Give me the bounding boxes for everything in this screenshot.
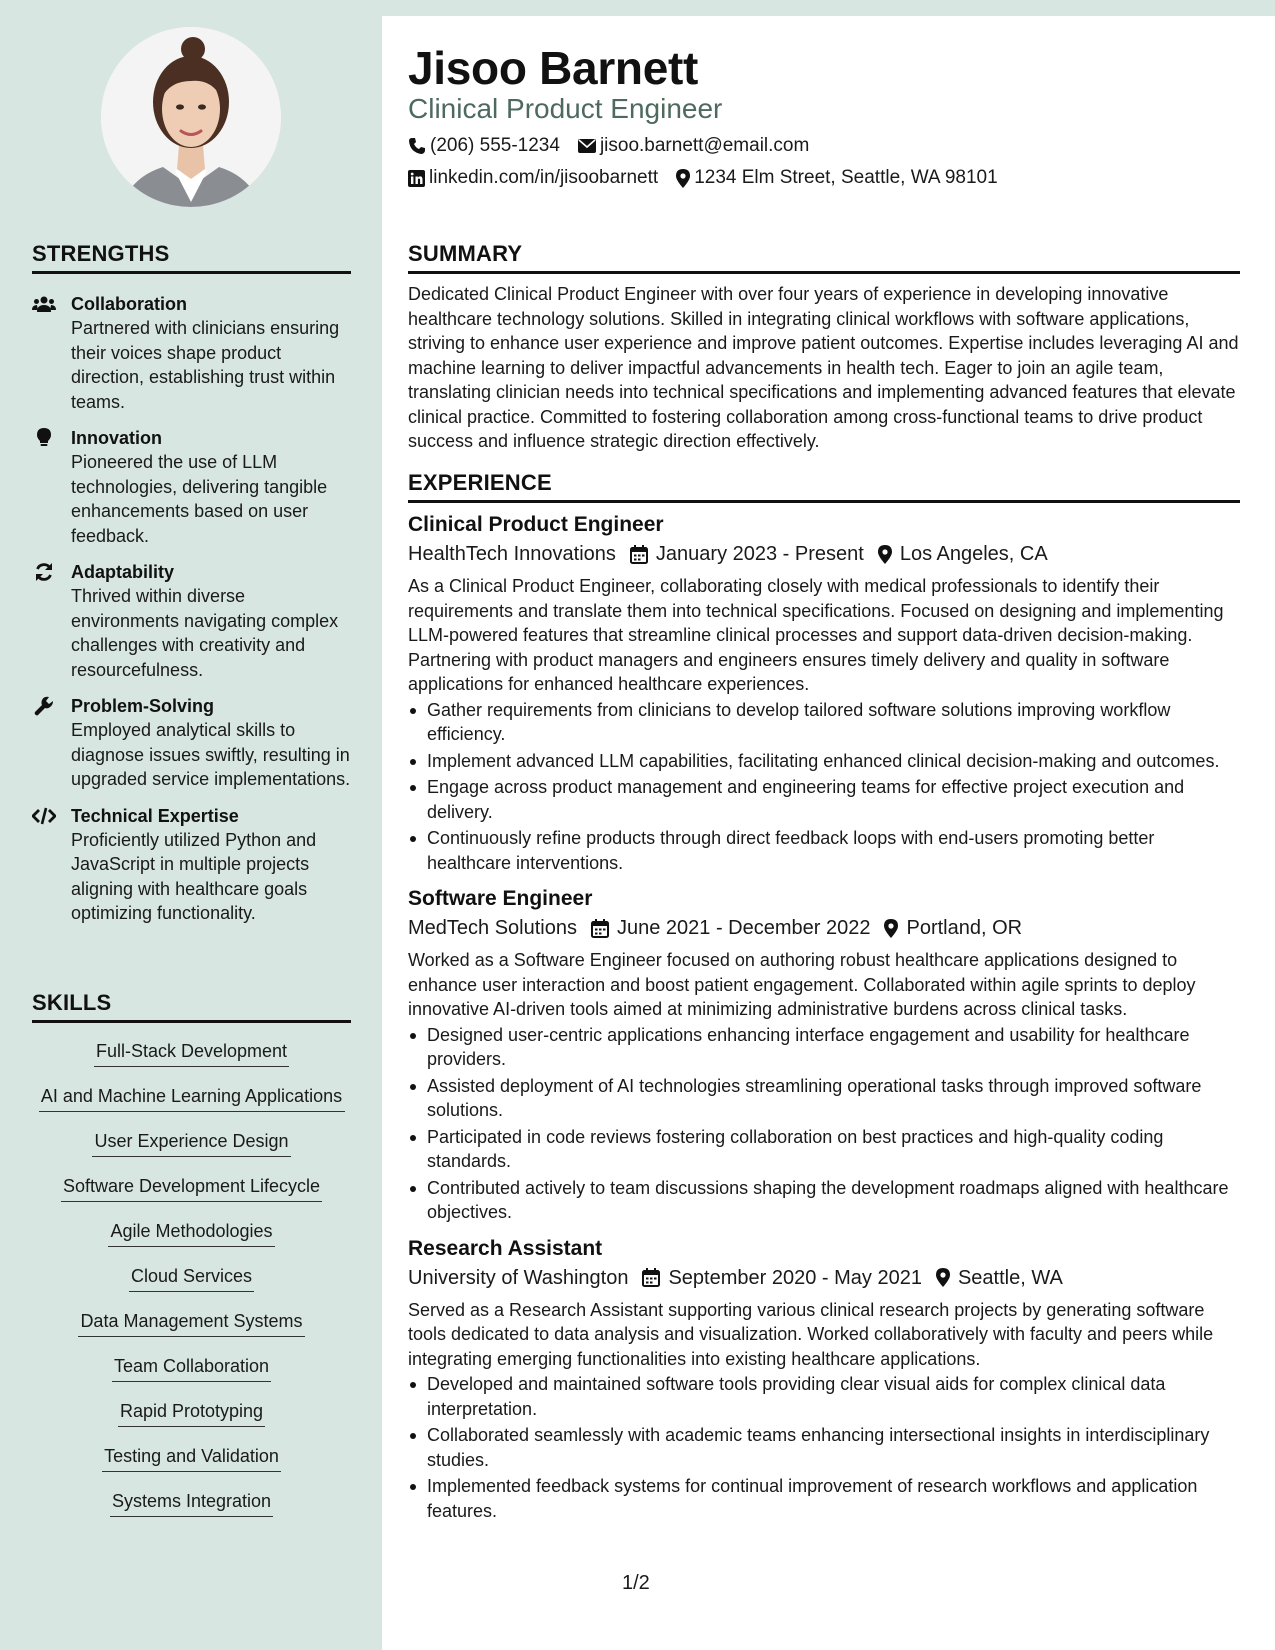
job-company: MedTech Solutions bbox=[408, 917, 577, 939]
job-dates-group bbox=[630, 539, 864, 569]
profile-photo bbox=[101, 27, 281, 207]
job-meta bbox=[408, 1263, 1240, 1293]
strength-title: Problem-Solving bbox=[71, 696, 215, 716]
sidebar bbox=[0, 0, 382, 1650]
job-title: Clinical Product Engineer bbox=[408, 513, 664, 536]
summary-text: Dedicated Clinical Product Engineer with over four years of experience in developing innovative healthcare technology solutions. Skilled in integrating clinical workflows with software applications, striving to enhance user experience and improve patient outcomes. Expertise includes leveraging AI and machine learning to deliver impactful advancements in health tech. Eager to join an agile team, translating clinician needs into technical specifications and implementing advanced features that elevate clinical practice. Committed to fostering collaboration among cross-functional teams to drive product success and influence strategic direction effectively. bbox=[408, 284, 1239, 451]
strength-title: Adaptability bbox=[71, 562, 175, 582]
job-description: As a Clinical Product Engineer, collaborating closely with medical professionals to identify their requirements and translate them into technical specifications. Focused on designing and implementing LLM-powered features that streamline clinical processes and support data-driven decision-making. Partnering with product managers and engineers ensures timely delivery and quality in software applications for enhanced healthcare experiences. bbox=[408, 576, 1224, 694]
users-icon bbox=[32, 294, 56, 314]
strength-title: Innovation bbox=[71, 428, 162, 448]
job-location-group bbox=[936, 1263, 1063, 1293]
job-description: Served as a Research Assistant supporting various clinical research projects by generating software tools dedicated to data analysis and visualization. Worked collaboratively with faculty and peers while integrating emerging functionalities into existing healthcare applications. bbox=[408, 1299, 1214, 1369]
linkedin-contact[interactable] bbox=[408, 166, 658, 190]
map-pin-icon bbox=[878, 545, 892, 564]
strength-desc: Partnered with clinicians ensuring their voices shape product direction, establishing trust within teams. bbox=[71, 318, 340, 412]
job-bullet: Contributed actively to team discussions shaping the development roadmaps aligned with healthcare objectives. bbox=[408, 1176, 1240, 1225]
map-pin-icon bbox=[936, 1268, 950, 1287]
skills-section bbox=[32, 990, 351, 1534]
strength-title: Collaboration bbox=[71, 294, 187, 314]
job-bullet: Engage across product management and engineering teams for effective project execution and delivery. bbox=[408, 775, 1240, 824]
skills-title: SKILLS bbox=[32, 990, 351, 1023]
job-bullet: Gather requirements from clinicians to develop tailored software solutions improving workflow efficiency. bbox=[408, 698, 1240, 747]
job-bullet: Participated in code reviews fostering collaboration on best practices and high-quality coding standards. bbox=[408, 1125, 1240, 1174]
code-icon bbox=[32, 806, 56, 826]
job-entry bbox=[408, 1235, 1240, 1524]
skills-list bbox=[32, 1039, 351, 1534]
calendar-icon bbox=[591, 919, 609, 938]
job-dates-group bbox=[642, 1263, 922, 1293]
address-text: 1234 Elm Street, Seattle, WA 98101 bbox=[694, 167, 998, 188]
linkedin-text: linkedin.com/in/jisoobarnett bbox=[429, 167, 659, 188]
page-number: 1/2 bbox=[622, 1572, 650, 1594]
job-title: Research Assistant bbox=[408, 1236, 603, 1260]
job-dates: January 2023 - Present bbox=[655, 543, 864, 565]
wrench-icon bbox=[32, 696, 56, 716]
job-title: Software Engineer bbox=[408, 887, 593, 910]
job-bullets bbox=[408, 698, 1240, 876]
email-text: jisoo.barnett@email.com bbox=[599, 135, 810, 156]
calendar-icon bbox=[630, 545, 648, 564]
job-location: Portland, OR bbox=[906, 917, 1023, 939]
job-bullet: Designed user-centric applications enhancing interface engagement and usability for healthcare providers. bbox=[408, 1023, 1240, 1072]
top-band bbox=[382, 0, 1275, 16]
skill-item: Full-Stack Development bbox=[94, 1039, 289, 1067]
contact-row bbox=[408, 134, 827, 158]
strength-title: Technical Expertise bbox=[71, 805, 239, 826]
linkedin-icon bbox=[408, 170, 425, 187]
job-bullets bbox=[408, 1023, 1240, 1225]
strength-item bbox=[32, 426, 351, 548]
skill-item: AI and Machine Learning Applications bbox=[39, 1084, 345, 1112]
skill-item: Cloud Services bbox=[129, 1264, 254, 1292]
skill-item: Agile Methodologies bbox=[108, 1219, 274, 1247]
job-entry bbox=[408, 885, 1240, 1225]
job-bullet: Implement advanced LLM capabilities, facilitating enhanced clinical decision-making and outcomes. bbox=[408, 749, 1240, 774]
skill-item: Team Collaboration bbox=[112, 1354, 271, 1382]
map-pin-icon bbox=[676, 169, 690, 188]
skill-item: Testing and Validation bbox=[102, 1444, 281, 1472]
skill-item: Data Management Systems bbox=[78, 1309, 304, 1337]
phone-contact[interactable] bbox=[408, 134, 560, 158]
job-location-group bbox=[878, 539, 1048, 569]
job-company: HealthTech Innovations bbox=[408, 543, 616, 565]
contact-row bbox=[408, 166, 1016, 190]
strength-desc: Proficiently utilized Python and JavaScript in multiple projects aligning with healthcare goals optimizing functionality. bbox=[71, 829, 317, 923]
email-contact[interactable] bbox=[578, 134, 809, 158]
strength-desc: Employed analytical skills to diagnose issues swiftly, resulting in upgraded service implementations. bbox=[71, 720, 351, 789]
strengths-title: STRENGTHS bbox=[32, 241, 351, 274]
job-dates: September 2020 - May 2021 bbox=[668, 1266, 922, 1289]
map-pin-icon bbox=[884, 919, 898, 938]
job-location: Seattle, WA bbox=[957, 1266, 1063, 1289]
job-description: Worked as a Software Engineer focused on authoring robust healthcare applications designed to enhance user interaction and boost patient engagement. Collaborated within agile sprints to deploy innovative AI-driven tools aimed at minimizing administrative burdens across clinical tasks. bbox=[408, 950, 1196, 1019]
candidate-role: Clinical Product Engineer bbox=[408, 93, 723, 124]
job-dates: June 2021 - December 2022 bbox=[616, 917, 871, 939]
job-location: Los Angeles, CA bbox=[899, 543, 1048, 565]
experience-section bbox=[408, 470, 1240, 1525]
calendar-icon bbox=[642, 1268, 660, 1287]
job-bullet: Implemented feedback systems for continual improvement of research workflows and application features. bbox=[408, 1474, 1240, 1523]
job-bullet: Collaborated seamlessly with academic teams enhancing intersectional insights in interdisciplinary studies. bbox=[408, 1423, 1240, 1472]
strength-item bbox=[32, 292, 351, 414]
job-bullet: Continuously refine products through direct feedback loops with end-users promoting better healthcare interventions. bbox=[408, 826, 1240, 875]
skill-item: User Experience Design bbox=[92, 1129, 290, 1157]
job-bullets bbox=[408, 1372, 1240, 1523]
summary-title: SUMMARY bbox=[408, 241, 1240, 274]
job-dates-group bbox=[591, 913, 871, 943]
skill-item: Rapid Prototyping bbox=[118, 1399, 265, 1427]
job-company: University of Washington bbox=[408, 1266, 629, 1289]
summary-section bbox=[408, 241, 1240, 454]
job-bullet: Developed and maintained software tools providing clear visual aids for complex clinical data interpretation. bbox=[408, 1372, 1240, 1421]
phone-icon bbox=[408, 137, 426, 155]
strength-desc: Pioneered the use of LLM technologies, delivering tangible enhancements based on user feedback. bbox=[71, 452, 328, 546]
experience-title: EXPERIENCE bbox=[408, 470, 1240, 503]
skill-item: Software Development Lifecycle bbox=[61, 1174, 322, 1202]
strength-item bbox=[32, 804, 351, 926]
skill-item: Systems Integration bbox=[110, 1489, 273, 1517]
job-location-group bbox=[884, 913, 1022, 943]
envelope-icon bbox=[578, 139, 596, 153]
candidate-name: Jisoo Barnett bbox=[408, 42, 699, 94]
phone-text: (206) 555-1234 bbox=[430, 135, 560, 156]
strengths-section bbox=[32, 241, 351, 926]
job-entry bbox=[408, 511, 1240, 875]
address-contact bbox=[676, 166, 997, 190]
job-bullet: Assisted deployment of AI technologies streamlining operational tasks through improved software solutions. bbox=[408, 1074, 1240, 1123]
strength-desc: Thrived within diverse environments navigating complex challenges with creativity and resourcefulness. bbox=[71, 586, 339, 680]
lightbulb-icon bbox=[32, 428, 56, 448]
job-meta bbox=[408, 539, 1240, 569]
strength-item bbox=[32, 694, 351, 792]
strength-item bbox=[32, 560, 351, 682]
job-meta bbox=[408, 913, 1240, 943]
sync-icon bbox=[32, 562, 56, 582]
